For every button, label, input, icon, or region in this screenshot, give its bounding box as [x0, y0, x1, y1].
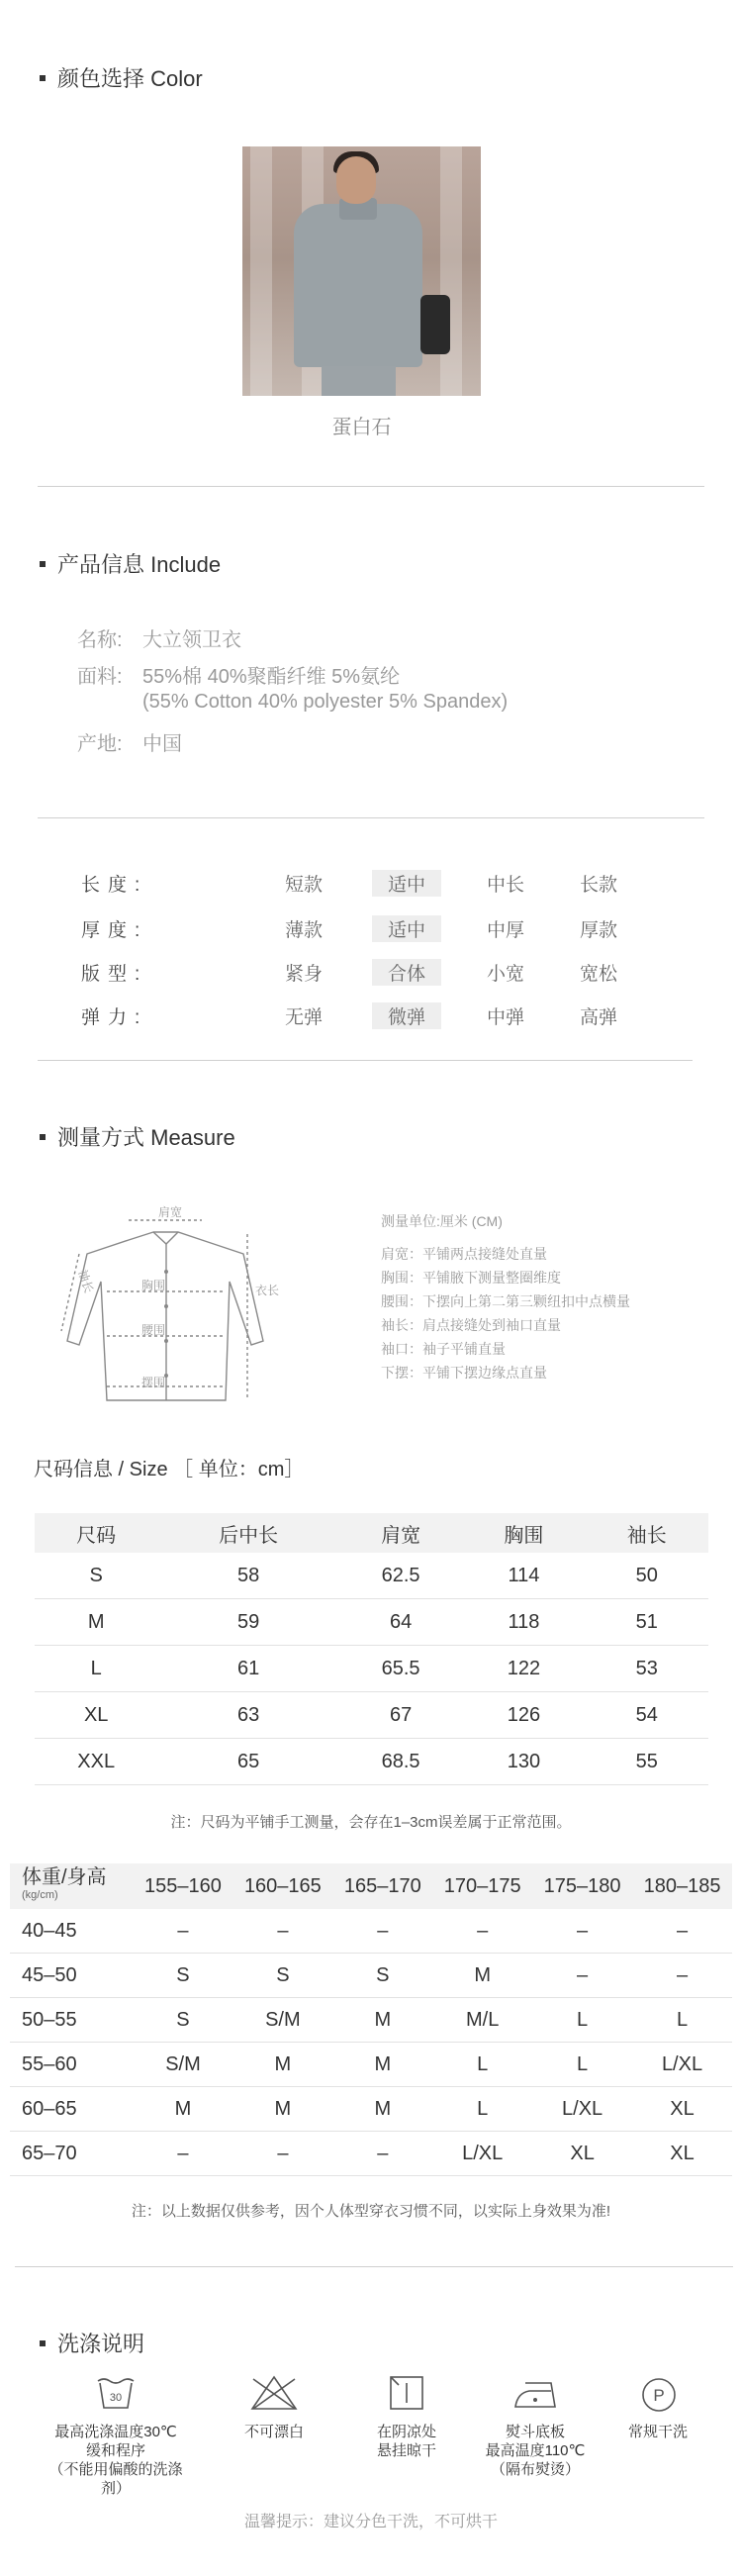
table-cell: S: [332, 1954, 432, 1998]
table-cell: 55: [586, 1739, 708, 1785]
table-cell: M: [432, 1954, 532, 1998]
table-row: [35, 1646, 708, 1692]
table-cell: –: [232, 1909, 332, 1954]
table-cell: 64: [339, 1599, 462, 1646]
diagram-label-sleeve: 袖长: [75, 1268, 96, 1295]
attr-thickness-medium: 适中: [372, 915, 441, 942]
table-cell: S: [232, 1954, 332, 1998]
table-cell: –: [632, 1954, 732, 1998]
table-cell: L/XL: [432, 2132, 532, 2176]
attr-stretch-label: 弹力:: [81, 1007, 148, 1028]
table-cell: 63: [157, 1692, 339, 1739]
table-cell: M: [332, 1998, 432, 2043]
table-row: [10, 1998, 732, 2043]
header-cell: 体重/身高 (kg/cm): [10, 1863, 134, 1909]
table-cell: M: [232, 2087, 332, 2132]
table-cell: 67: [339, 1692, 462, 1739]
bullet-icon: [40, 75, 46, 81]
attr-thickness-thin: 薄款: [284, 920, 323, 941]
bullet-icon: [40, 561, 46, 567]
measure-note: 下摆：平铺下摆边缘点直量: [381, 1365, 547, 1381]
header-cell: 180–185: [632, 1863, 732, 1909]
care-item-iron: 熨斗底板 最高温度110℃ （隔布熨烫）: [485, 2424, 586, 2478]
table-cell: XL: [632, 2087, 732, 2132]
table-cell: 126: [462, 1692, 585, 1739]
table-cell: L: [432, 2043, 532, 2087]
bullet-icon: [40, 2340, 46, 2346]
table-row: [10, 2132, 732, 2176]
measure-note: 腰围：下摆向上第二第三颗纽扣中点横量: [381, 1293, 630, 1309]
table-cell: S: [134, 1954, 233, 1998]
bullet-icon: [40, 1134, 46, 1140]
attr-length-long: 长款: [579, 875, 617, 896]
table-cell: 50–55: [10, 1998, 134, 2043]
care-item-wash: 最高洗涤温度30℃ 缓和程序 （不能用偏酸的洗涤剂）: [48, 2424, 183, 2497]
table-cell: L: [432, 2087, 532, 2132]
dry-clean-icon: [641, 2377, 677, 2413]
header-cell: 胸围: [462, 1513, 585, 1553]
table-cell: –: [332, 2132, 432, 2176]
attr-fit-regular: 合体: [372, 959, 441, 986]
table-cell: 58: [157, 1553, 339, 1599]
attr-length-short: 短款: [284, 875, 323, 896]
info-row-origin: 产地: 中国: [77, 733, 182, 755]
table-cell: 59: [157, 1599, 339, 1646]
include-section-title: 产品信息 Include: [40, 548, 221, 579]
care-item-no-bleach: 不可漂白: [243, 2424, 304, 2440]
table-cell: –: [134, 2132, 233, 2176]
table-cell: 68.5: [339, 1739, 462, 1785]
table-cell: 65: [157, 1739, 339, 1785]
table-cell: 54: [586, 1692, 708, 1739]
table-cell: S: [35, 1553, 157, 1599]
attr-fit-loose: 宽松: [579, 964, 617, 985]
table-cell: L/XL: [532, 2087, 632, 2132]
table-cell: –: [532, 1909, 632, 1954]
table-cell: M/L: [432, 1998, 532, 2043]
color-section-title: 颜色选择 Color: [40, 62, 203, 93]
table-cell: S: [134, 1998, 233, 2043]
table-cell: L/XL: [632, 2043, 732, 2087]
table-row: [10, 2087, 732, 2132]
table-cell: XL: [35, 1692, 157, 1739]
table-cell: –: [532, 1954, 632, 1998]
table-cell: 130: [462, 1739, 585, 1785]
table-cell: 65–70: [10, 2132, 134, 2176]
header-cell: 袖长: [586, 1513, 708, 1553]
attr-stretch-none: 无弹: [284, 1007, 323, 1028]
table-cell: 65.5: [339, 1646, 462, 1692]
header-cell: 160–165: [232, 1863, 332, 1909]
color-swatch-label: 蛋白石: [331, 417, 392, 438]
header-cell: 170–175: [432, 1863, 532, 1909]
table-cell: L: [532, 2043, 632, 2087]
no-bleach-icon: [249, 2375, 299, 2411]
attr-thickness-label: 厚度:: [81, 920, 148, 941]
header-cell: 175–180: [532, 1863, 632, 1909]
wash-30-icon: [96, 2375, 136, 2411]
divider: [38, 486, 704, 487]
color-swatch-image[interactable]: [242, 146, 481, 396]
table-row: [35, 1553, 708, 1599]
attr-fit-semiloose: 小宽: [486, 964, 524, 985]
recommend-header: [10, 1863, 732, 1909]
table-cell: 60–65: [10, 2087, 134, 2132]
size-info-title: 尺码信息 / Size ［ 单位：cm］: [34, 1459, 305, 1480]
table-cell: –: [432, 1909, 532, 1954]
attr-thickness-thick: 厚款: [579, 920, 617, 941]
iron-icon: [511, 2379, 559, 2411]
attr-fit-slim: 紧身: [284, 964, 323, 985]
table-cell: 50: [586, 1553, 708, 1599]
table-cell: 122: [462, 1646, 585, 1692]
size-table-header: [35, 1513, 708, 1553]
recommend-note: 注：以上数据仅供参考，因个人体型穿衣习惯不同，以实际上身效果为准!: [131, 2203, 611, 2220]
table-cell: S/M: [134, 2043, 233, 2087]
dry-clean-icon-text: P: [653, 2386, 665, 2405]
size-note: 注：尺码为平铺手工测量，会存在1–3cm误差属于正常范围。: [170, 1814, 572, 1831]
attr-length-label: 长度:: [81, 875, 148, 896]
table-cell: XXL: [35, 1739, 157, 1785]
diagram-label-chest: 胸围: [141, 1279, 166, 1292]
attr-thickness-midthick: 中厚: [486, 920, 524, 941]
diagram-label-hem: 摆围: [141, 1376, 166, 1389]
table-cell: M: [332, 2043, 432, 2087]
measure-note: 袖长：肩点接缝处到袖口直量: [381, 1317, 561, 1333]
table-cell: M: [134, 2087, 233, 2132]
size-table: [35, 1513, 708, 1785]
table-cell: –: [134, 1909, 233, 1954]
header-cell: 尺码: [35, 1513, 157, 1553]
header-cell: 165–170: [332, 1863, 432, 1909]
measure-note: 袖口：袖子平铺直量: [381, 1341, 506, 1357]
table-row: [10, 1909, 732, 1954]
table-cell: –: [232, 2132, 332, 2176]
diagram-label-waist: 腰围: [141, 1323, 166, 1337]
table-row: [35, 1692, 708, 1739]
wash-tip: 温馨提示：建议分色干洗，不可烘干: [243, 2514, 498, 2530]
size-recommend-table: [10, 1863, 732, 2176]
table-cell: 55–60: [10, 2043, 134, 2087]
table-row: [35, 1739, 708, 1785]
wash-section-title: 洗涤说明: [40, 2328, 144, 2358]
attr-fit-label: 版型:: [81, 964, 148, 985]
table-cell: 114: [462, 1553, 585, 1599]
attr-stretch-medium: 中弹: [486, 1007, 524, 1028]
care-item-shade-dry: 在阴凉处 悬挂晾干: [376, 2424, 436, 2459]
divider: [15, 2266, 733, 2267]
table-cell: L: [35, 1646, 157, 1692]
table-cell: 61: [157, 1646, 339, 1692]
header-cell: 155–160: [134, 1863, 233, 1909]
table-row: [10, 2043, 732, 2087]
table-cell: 118: [462, 1599, 585, 1646]
table-cell: L: [632, 1998, 732, 2043]
table-cell: 51: [586, 1599, 708, 1646]
diagram-label-shoulder: 肩宽: [158, 1205, 183, 1219]
table-cell: L: [532, 1998, 632, 2043]
attr-length-medium: 适中: [372, 870, 441, 897]
care-item-dry-clean: 常规干洗: [627, 2424, 688, 2440]
shade-dry-icon: [389, 2375, 424, 2411]
header-cell: 后中长: [157, 1513, 339, 1553]
table-cell: M: [35, 1599, 157, 1646]
shirt-measure-diagram: [59, 1193, 302, 1420]
attr-stretch-high: 高弹: [579, 1007, 617, 1028]
table-cell: 45–50: [10, 1954, 134, 1998]
table-cell: 62.5: [339, 1553, 462, 1599]
table-cell: S/M: [232, 1998, 332, 2043]
divider: [38, 817, 704, 818]
attr-stretch-slight: 微弹: [372, 1002, 441, 1029]
table-cell: –: [632, 1909, 732, 1954]
table-cell: XL: [532, 2132, 632, 2176]
diagram-label-length: 衣长: [255, 1284, 280, 1297]
info-row-fabric-en: (55% Cotton 40% polyester 5% Spandex): [142, 691, 509, 713]
measure-note: 胸围：平铺腋下测量整圈维度: [381, 1270, 561, 1286]
measure-unit: 测量单位:厘米 (CM): [381, 1213, 503, 1229]
attr-length-midlong: 中长: [486, 875, 524, 896]
header-cell: 肩宽: [339, 1513, 462, 1553]
wash-30-icon-text: 30: [109, 2392, 123, 2404]
info-row-name: 名称: 大立领卫衣: [77, 629, 241, 651]
divider: [38, 1060, 693, 1061]
table-row: [35, 1599, 708, 1646]
table-row: [10, 1954, 732, 1998]
table-cell: 53: [586, 1646, 708, 1692]
table-cell: XL: [632, 2132, 732, 2176]
measure-section-title: 测量方式 Measure: [40, 1121, 235, 1152]
table-cell: –: [332, 1909, 432, 1954]
measure-note: 肩宽：平铺两点接缝处直量: [381, 1246, 547, 1262]
table-cell: M: [332, 2087, 432, 2132]
table-cell: M: [232, 2043, 332, 2087]
table-cell: 40–45: [10, 1909, 134, 1954]
info-row-fabric: 面料: 55%棉 40%聚酯纤维 5%氨纶: [77, 666, 401, 688]
